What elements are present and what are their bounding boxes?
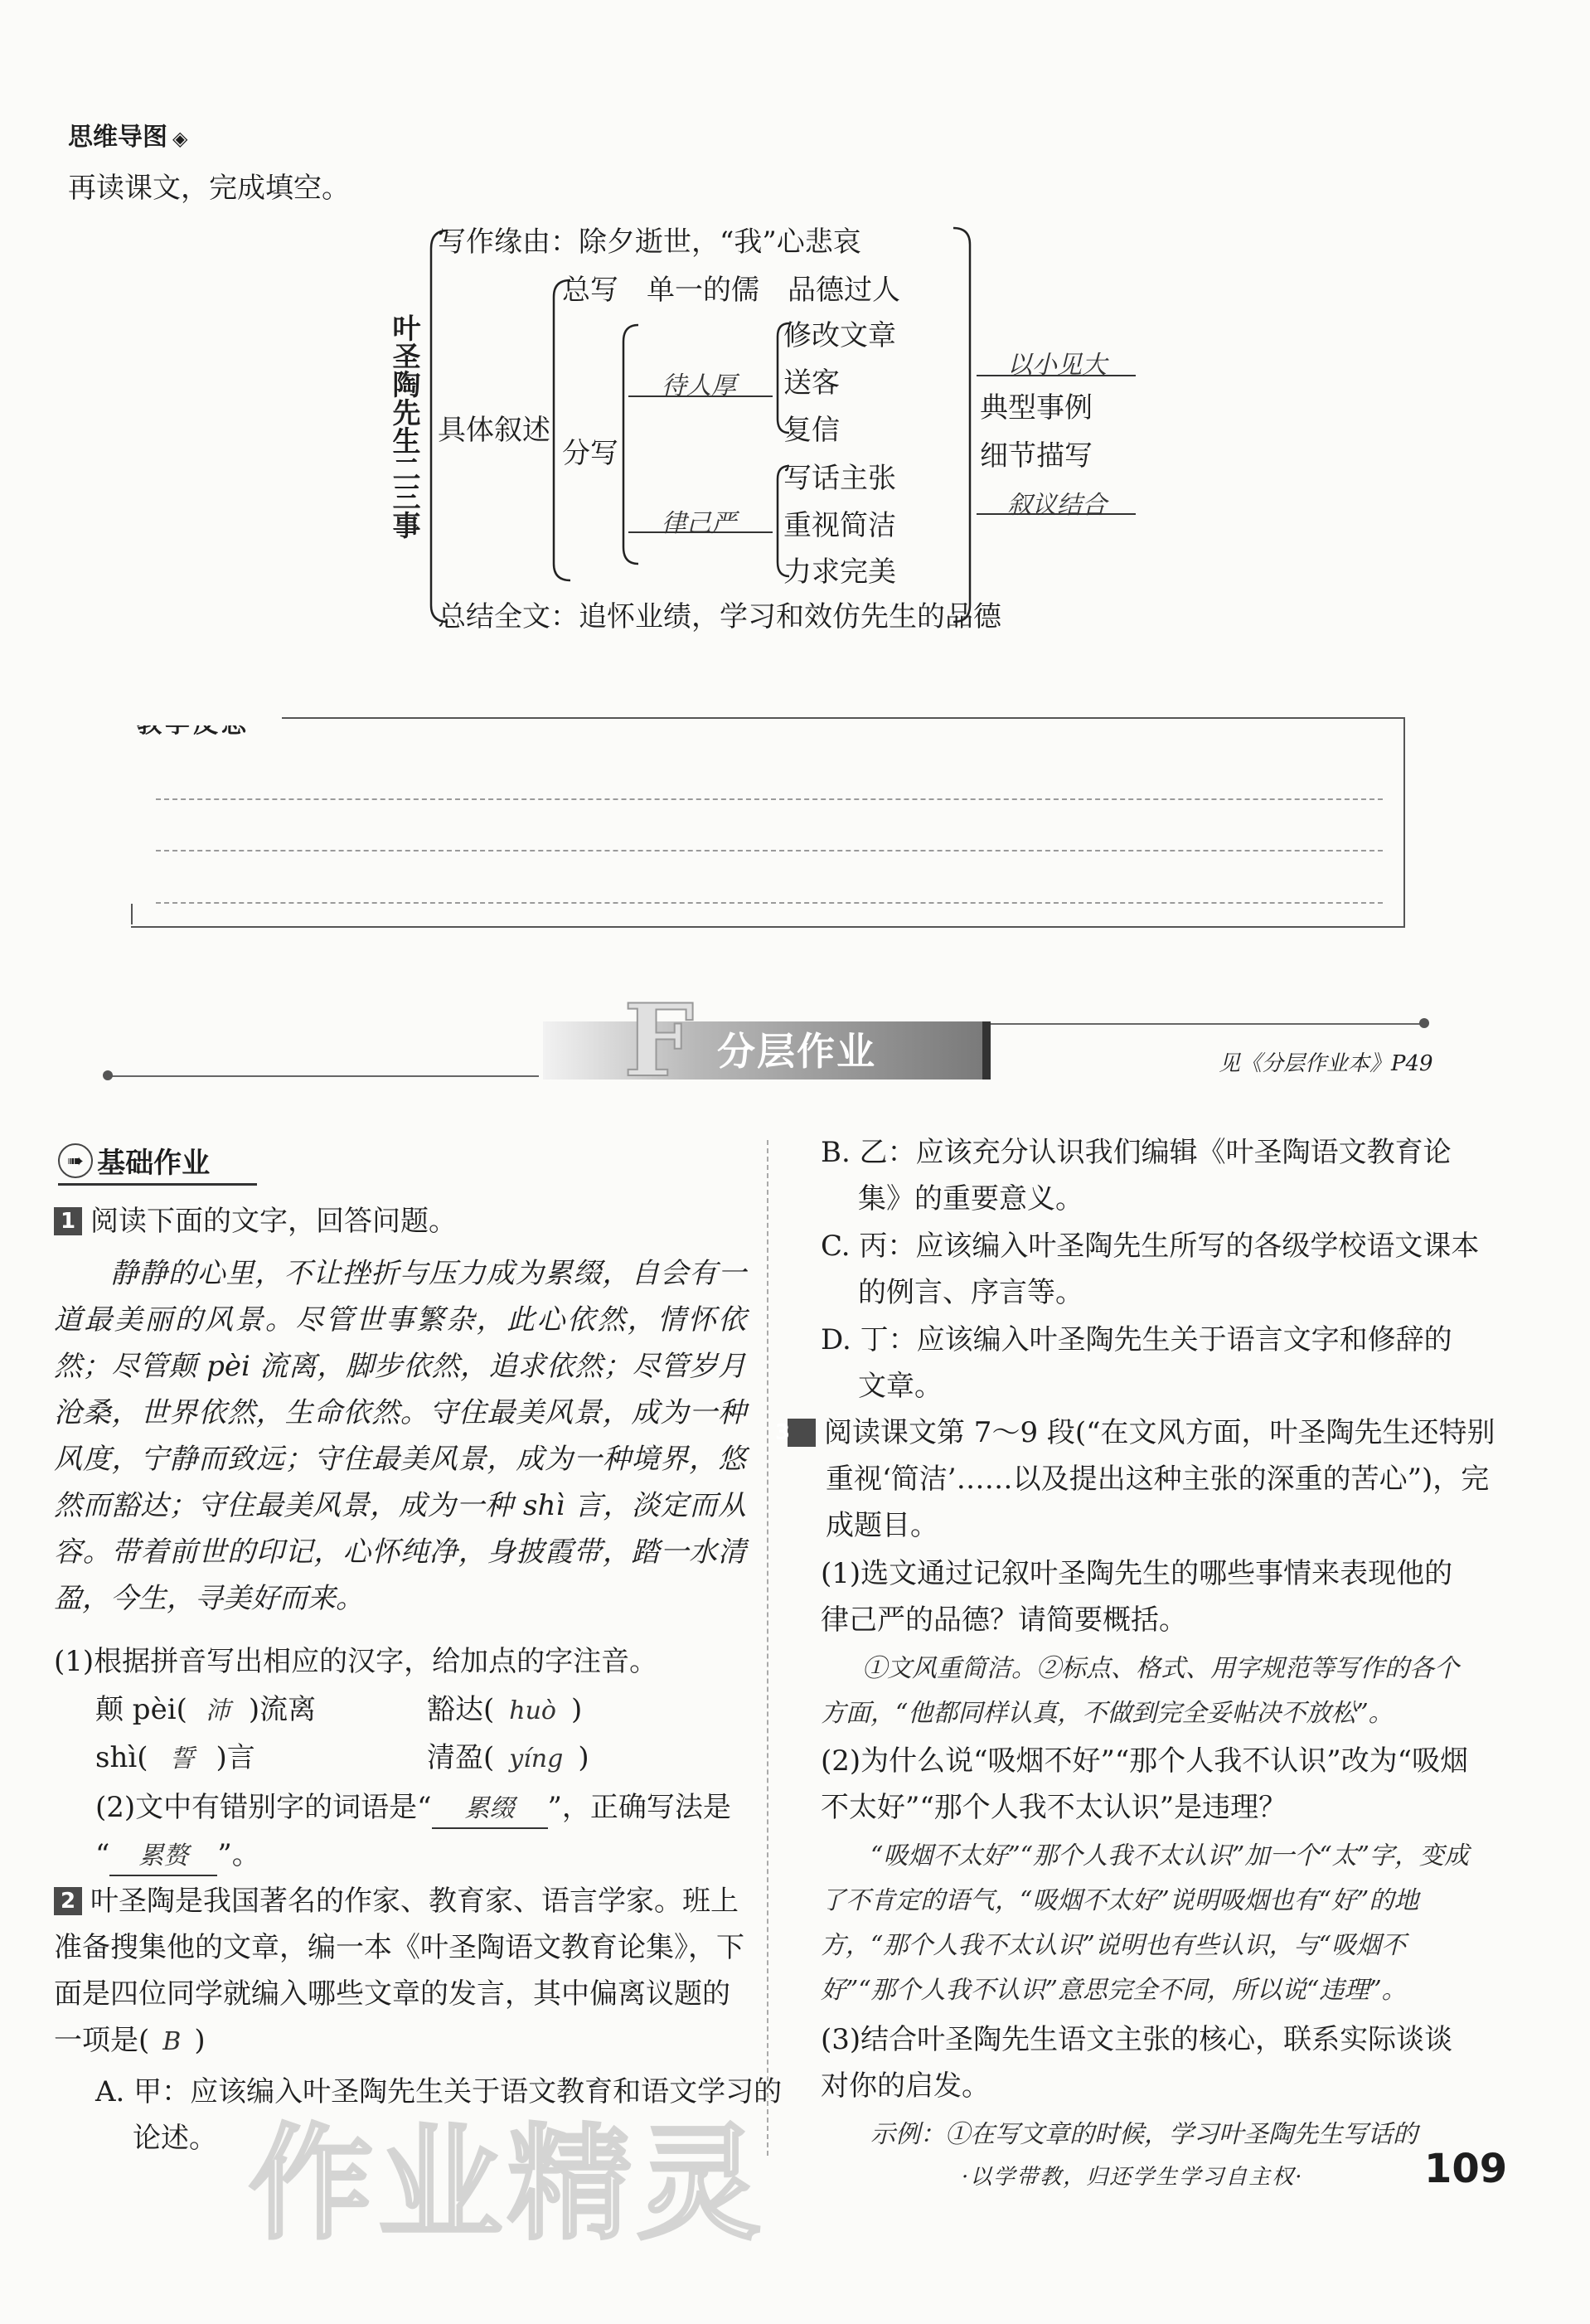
diamond-icon: ◈ — [172, 127, 188, 150]
kind-item-2: 送客 — [783, 366, 840, 400]
section-title: 分层作业 — [717, 1029, 876, 1074]
q1-sub2-c: “ — [95, 1838, 110, 1871]
basic-heading — [58, 1140, 257, 1186]
q3-number: 3 — [788, 1419, 816, 1447]
section-rule-right — [982, 1023, 1422, 1025]
section-reference: 见《分层作业本》P49 — [1219, 1051, 1433, 1076]
q3-answer1: ①文风重简洁。②标点、格式、用字规范等写作的各个方面，“他都同样认真，不做到完全妥帖决不放松”。 — [821, 1654, 1459, 1728]
q2-option-d: D. 丁：应该编入叶圣陶先生关于语言文字和修辞的文章。 — [821, 1323, 1452, 1403]
right-item-2: 典型事例 — [980, 391, 1093, 425]
q3-sub2: (2)为什么说“吸烟不好”“那个人我不认识”改为“吸烟不太好”“那个人我不太认识”是违理？ — [821, 1744, 1469, 1824]
q2-prompt-text: 叶圣陶是我国著名的作家、教育家、语言学家。班上准备搜集他的文章，编一本《叶圣陶语文教育论集》，下面是四位同学就编入哪些文章的发言，其中偏离议题的一项是( — [54, 1885, 744, 2057]
reflection-box — [131, 717, 1405, 928]
reflection-line-1 — [156, 798, 1383, 800]
q1-p1-label: 颠 pèi( — [95, 1693, 187, 1726]
q1-sub2-b: ”，正确写法是 — [547, 1791, 731, 1824]
q1-prompt — [54, 1202, 750, 1240]
reflection-box-left — [131, 904, 133, 924]
q2-option-c: C. 丙：应该编入叶圣陶先生所写的各级学校语文课本的例言、序言等。 — [821, 1230, 1480, 1309]
q2-prompt-end: ) — [194, 2024, 206, 2057]
q2-prompt — [54, 1878, 750, 2065]
column-divider — [767, 1140, 768, 2156]
q1-pinyin-1 — [95, 1691, 316, 1730]
q1-sub2-line2 — [95, 1836, 260, 1876]
q1-prompt-text: 阅读下面的文字，回答问题。 — [90, 1205, 457, 1238]
q1-sub2-d: ”。 — [217, 1838, 260, 1871]
q1-sub2-answer2: 累赘 — [109, 1838, 217, 1876]
reflection-line-2 — [156, 850, 1383, 851]
strict-item-3: 力求完美 — [783, 556, 896, 589]
q1-pinyin-2 — [427, 1691, 582, 1730]
q1-sub2-answer1: 累缀 — [432, 1791, 548, 1829]
mindmap-root: 叶圣陶先生二三事 — [387, 313, 420, 539]
q3-answer2: “吸烟不太好”“那个人我不太认识”加一个“太”字，变成了不肯定的语气，“吸烟不太好”说明吸烟也有“好”的地方，“那个人我不太认识”说明也有些认识，与“吸烟不好”“那个人我不认识”意思完全不同，所以说“违理”。 — [821, 1841, 1470, 2005]
q1-number: 1 — [54, 1207, 82, 1235]
kind-item-1: 修改文章 — [783, 319, 896, 352]
mindmap-general: 总写 单一的儒 品德过人 — [562, 274, 900, 307]
footer-motto: ·以学带教，归还学生学习自主权· — [962, 2165, 1304, 2190]
reflection-header-cover — [124, 709, 282, 725]
section-letter: F — [623, 982, 695, 1099]
q1-sub1: (1)根据拼音写出相应的汉字，给加点的字注音。 — [54, 1645, 658, 1678]
q3-prompt-text: 阅读课文第 7～9 段(“在文风方面，叶圣陶先生还特别重视‘简洁’……以及提出这种主张的深重的苦心”)，完成题目。 — [824, 1416, 1495, 1542]
q3-answer3: 示例：①在写文章的时候，学习叶圣陶先生写话的 — [870, 2120, 1418, 2149]
mindmap-instruction: 再读课文，完成填空。 — [68, 172, 350, 205]
q1-sub2-line1 — [95, 1789, 731, 1829]
q1-p4-label: 清盈( — [427, 1741, 495, 1774]
q3-sub1: (1)选文通过记叙叶圣陶先生的哪些事情来表现他的律己严的品德？请简要概括。 — [821, 1557, 1453, 1637]
kind-item-3: 复信 — [783, 414, 840, 447]
mindmap-detail: 分写 — [562, 437, 618, 470]
q1-p4-answer: yíng — [509, 1744, 564, 1773]
q1-pinyin-4 — [427, 1739, 589, 1778]
reflection-line-3 — [156, 902, 1383, 904]
mindmap-heading-text: 思维导图 — [68, 123, 167, 152]
q1-p3-answer: 誓 — [169, 1744, 195, 1773]
watermark: 作业精灵 — [249, 2113, 767, 2257]
q1-p2-tail: ) — [570, 1693, 583, 1726]
mindmap-summary: 总结全文：追怀业绩，学习和效仿先生的品德 — [438, 600, 1001, 633]
q1-p1-answer: 沛 — [205, 1696, 230, 1725]
section-dot-right — [1419, 1018, 1429, 1028]
q3-prompt — [774, 1409, 1514, 1549]
q1-passage: 静静的心里，不让挫折与压力成为累缀，自会有一道最美丽的风景。尽管世事繁杂，此心依然，情怀依然；尽管颠 pèi 流离，脚步依然，追求依然；尽管岁月沧桑，世界依然，生命依然。守住最美风景，成为一种风度，宁静而致远；守住最美风景，成为一种境界，悠然而豁达；守住最美风景，成为一种 shì 言，淡定而从容。带着前世的印记，心怀纯净，身披霞带，踏一水清盈，今生，寻美好而来。 — [54, 1257, 746, 1615]
q2-option-a: A. 甲：应该编入叶圣陶先生关于语文教育和语文学习的论述。 — [95, 2075, 783, 2155]
q2-answer: B — [162, 2027, 182, 2056]
section-rule-left — [108, 1075, 539, 1077]
basic-heading-text: 基础作业 — [97, 1147, 211, 1180]
q1-p4-tail: ) — [578, 1741, 589, 1774]
strict-item-1: 写话主张 — [783, 462, 896, 495]
right-item-3: 细节描写 — [980, 439, 1093, 473]
q1-p1-tail: )流离 — [248, 1693, 317, 1726]
q2-number: 2 — [54, 1887, 82, 1915]
q1-sub2-a: (2)文中有错别字的词语是“ — [95, 1791, 432, 1824]
right-item-1: 以小见大 — [1007, 351, 1107, 380]
q1-pinyin-3 — [95, 1739, 255, 1778]
right-item-4: 叙议结合 — [1007, 491, 1107, 520]
page-number: 109 — [1424, 2146, 1508, 2192]
section-dot-left — [103, 1070, 113, 1080]
q1-p2-label: 豁达( — [427, 1693, 495, 1726]
mindmap-body: 具体叙述 — [438, 414, 550, 447]
q1-p3-tail: )言 — [216, 1741, 255, 1774]
strict-item-2: 重视简洁 — [783, 509, 896, 542]
q3-sub3: (3)结合叶圣陶先生语文主张的核心，联系实际谈谈对你的启发。 — [821, 2023, 1453, 2103]
q1-p3-label: shì( — [95, 1741, 148, 1774]
arrow-icon: ➠ — [58, 1143, 93, 1178]
mindmap-reason: 写作缘由：除夕逝世，“我”心悲哀 — [438, 226, 861, 259]
mindmap-kind: 待人厚 — [662, 371, 736, 400]
q1-p2-answer: huò — [509, 1696, 556, 1725]
mindmap-strict: 律己严 — [662, 509, 736, 538]
q2-option-b: B. 乙：应该充分认识我们编辑《叶圣陶语文教育论集》的重要意义。 — [821, 1136, 1452, 1215]
